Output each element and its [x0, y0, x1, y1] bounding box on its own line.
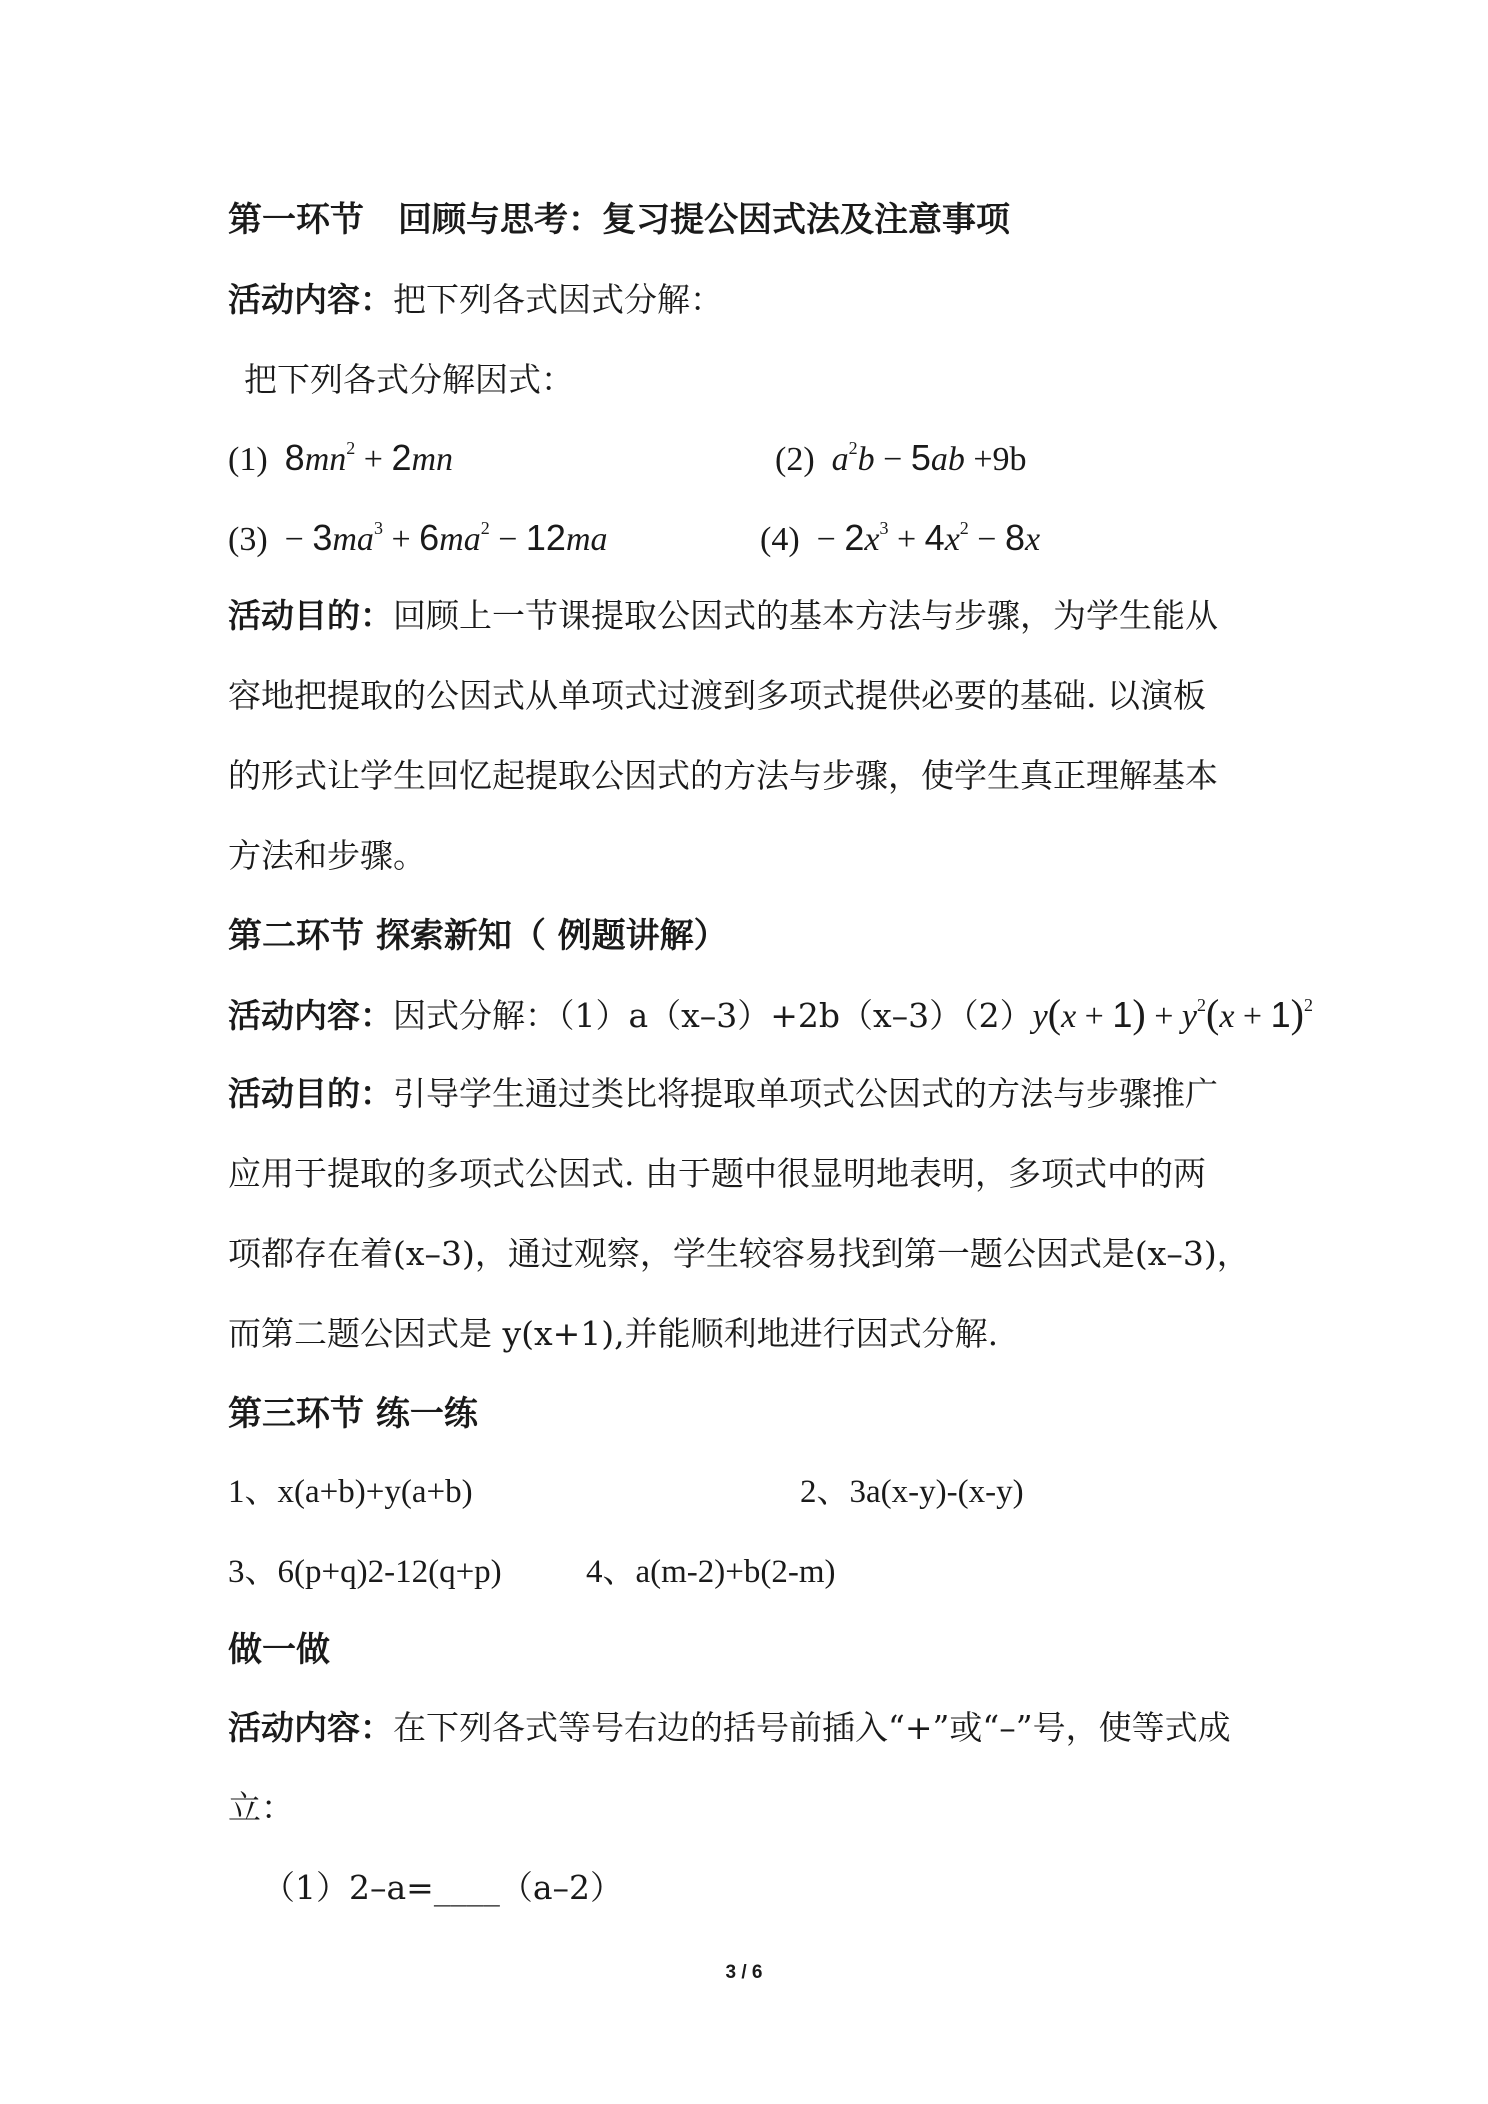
content-text: 因式分解：（1）a（x–3）+2b（x–3）（2）	[393, 996, 1033, 1035]
purpose-label: 活动目的：	[228, 1074, 393, 1113]
section4-item-1: （1）2–a=____（a–2）	[262, 1868, 623, 1907]
problem-1	[228, 436, 453, 482]
exercise-4: 4、a(m-2)+b(2-m)	[586, 1554, 836, 1590]
math-expression: $a^2b - 5ab +9b$	[831, 437, 1027, 478]
problem-label: (2)	[775, 441, 815, 478]
section1-purpose-line-2: 容地把提取的公因式从单项式过渡到多项式提供必要的基础. 以演板	[228, 676, 1206, 715]
section3-heading: 第三环节 练一练	[228, 1394, 478, 1434]
section1-heading: 第一环节 回顾与思考：复习提公因式法及注意事项	[228, 200, 1010, 240]
section4-heading: 做一做	[228, 1630, 330, 1670]
section2-content	[228, 992, 1313, 1039]
exercise-3: 3、6(p+q)2-12(q+p)	[228, 1554, 502, 1590]
content-text: 把下列各式因式分解：	[393, 280, 723, 319]
problem-2	[775, 436, 1027, 482]
section2-purpose-line-2: 应用于提取的多项式公因式. 由于题中很显明地表明，多项式中的两	[228, 1154, 1206, 1193]
section1-purpose-line-4: 方法和步骤。	[228, 836, 426, 875]
purpose-label: 活动目的：	[228, 596, 393, 635]
section4-content-line-1: 活动内容：在下列各式等号右边的括号前插入“+”或“–”号，使等式成	[228, 1708, 1231, 1747]
section2-purpose-line-1: 活动目的：引导学生通过类比将提取单项式公因式的方法与步骤推广	[228, 1074, 1218, 1113]
section2-heading: 第二环节 探索新知（ 例题讲解）	[228, 916, 728, 956]
section1-purpose-line-3: 的形式让学生回忆起提取公因式的方法与步骤，使学生真正理解基本	[228, 756, 1218, 795]
math-expression: $y(x + 1) + y^2(x + 1)^2$	[1032, 991, 1313, 1036]
exercise-2: 2、3a(x-y)-(x-y)	[800, 1474, 1024, 1510]
problem-label: (4)	[760, 521, 800, 558]
problem-3	[228, 516, 608, 562]
section4-content-line-2: 立：	[228, 1788, 294, 1827]
math-expression: $8mn^2 + 2mn$	[284, 437, 454, 478]
math-expression: − $2x^3 + 4x^2 - 8x$	[816, 517, 1041, 558]
math-expression: − $3ma^3 + 6ma^2 - 12ma$	[284, 517, 608, 558]
section1-content	[228, 278, 723, 322]
section2-purpose-line-3: 项都存在着(x–3)，通过观察，学生较容易找到第一题公因式是(x–3)，	[228, 1234, 1250, 1273]
content-label: 活动内容：	[228, 280, 393, 319]
problem-4	[760, 516, 1040, 562]
problem-label: (3)	[228, 521, 268, 558]
exercise-1: 1、x(a+b)+y(a+b)	[228, 1474, 473, 1510]
problem-label: (1)	[228, 441, 268, 478]
page-number: 3 / 6	[725, 1962, 763, 1983]
content-label: 活动内容：	[228, 996, 393, 1035]
content-label: 活动内容：	[228, 1708, 393, 1747]
section2-purpose-line-4: 而第二题公因式是 y(x+1),并能顺利地进行因式分解.	[228, 1314, 999, 1353]
section1-purpose-line-1: 活动目的：回顾上一节课提取公因式的基本方法与步骤，为学生能从	[228, 596, 1218, 635]
section1-subline: 把下列各式分解因式：	[244, 360, 574, 399]
